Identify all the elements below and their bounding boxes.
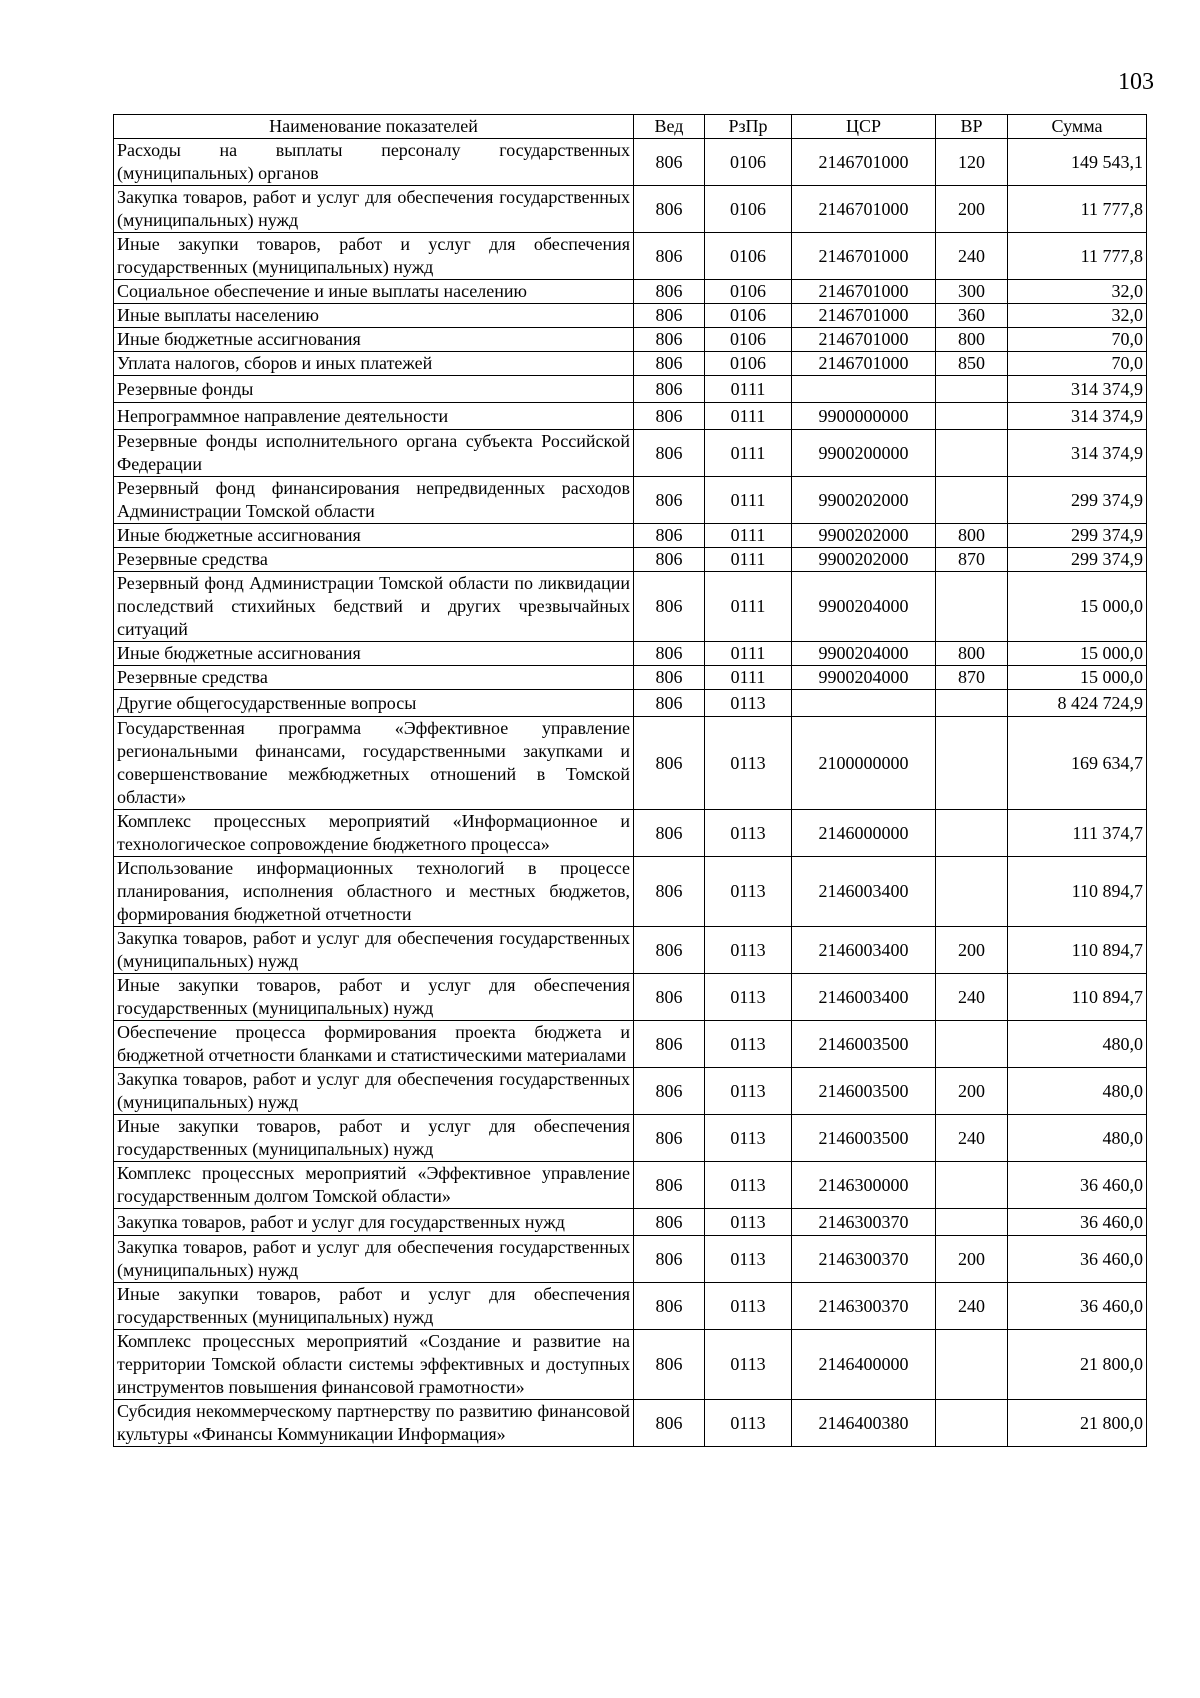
cell-rzpr: 0111	[705, 524, 792, 548]
cell-csr: 2146000000	[792, 810, 936, 857]
cell-sum: 21 800,0	[1008, 1330, 1147, 1400]
cell-ved: 806	[634, 572, 705, 642]
cell-vr: 200	[936, 1236, 1008, 1283]
cell-rzpr: 0113	[705, 1330, 792, 1400]
cell-vr: 240	[936, 1115, 1008, 1162]
cell-ved: 806	[634, 1283, 705, 1330]
cell-vr	[936, 690, 1008, 717]
cell-rzpr: 0113	[705, 1400, 792, 1447]
cell-name: Закупка товаров, работ и услуг для обеспечения государственных (муниципальных) нужд	[114, 186, 634, 233]
cell-vr	[936, 857, 1008, 927]
table-row	[114, 572, 1147, 642]
cell-csr: 2146300370	[792, 1209, 936, 1236]
cell-name: Использование информационных технологий в процессе планирования, исполнения областного и местных бюджетов, формирования бюджетной отчетности	[114, 857, 634, 927]
cell-vr: 850	[936, 352, 1008, 376]
table-row	[114, 233, 1147, 280]
table-row	[114, 642, 1147, 666]
cell-name: Иные выплаты населению	[114, 304, 634, 328]
cell-csr: 2146003400	[792, 857, 936, 927]
cell-rzpr: 0106	[705, 352, 792, 376]
cell-csr: 9900204000	[792, 642, 936, 666]
cell-rzpr: 0111	[705, 666, 792, 690]
cell-rzpr: 0106	[705, 139, 792, 186]
cell-csr: 2146701000	[792, 186, 936, 233]
cell-ved: 806	[634, 233, 705, 280]
table-row	[114, 430, 1147, 477]
table-row	[114, 280, 1147, 304]
cell-rzpr: 0106	[705, 328, 792, 352]
cell-name: Иные закупки товаров, работ и услуг для обеспечения государственных (муниципальных) нужд	[114, 233, 634, 280]
cell-ved: 806	[634, 717, 705, 810]
cell-vr	[936, 1209, 1008, 1236]
cell-name: Комплекс процессных мероприятий «Информационное и технологическое сопровождение бюджетного процесса»	[114, 810, 634, 857]
cell-csr: 9900200000	[792, 430, 936, 477]
cell-sum: 299 374,9	[1008, 477, 1147, 524]
cell-sum: 111 374,7	[1008, 810, 1147, 857]
table-row	[114, 403, 1147, 430]
cell-ved: 806	[634, 477, 705, 524]
cell-vr	[936, 477, 1008, 524]
cell-ved: 806	[634, 1400, 705, 1447]
cell-name: Иные бюджетные ассигнования	[114, 524, 634, 548]
cell-rzpr: 0113	[705, 717, 792, 810]
cell-csr: 2146300000	[792, 1162, 936, 1209]
cell-rzpr: 0111	[705, 572, 792, 642]
cell-ved: 806	[634, 548, 705, 572]
cell-sum: 36 460,0	[1008, 1162, 1147, 1209]
table-row	[114, 974, 1147, 1021]
cell-sum: 314 374,9	[1008, 376, 1147, 403]
cell-vr: 300	[936, 280, 1008, 304]
cell-csr: 9900202000	[792, 548, 936, 572]
table-row	[114, 376, 1147, 403]
table-header-row	[114, 115, 1147, 139]
table-row	[114, 328, 1147, 352]
cell-sum: 70,0	[1008, 352, 1147, 376]
cell-sum: 11 777,8	[1008, 186, 1147, 233]
cell-vr	[936, 403, 1008, 430]
cell-ved: 806	[634, 857, 705, 927]
cell-rzpr: 0111	[705, 376, 792, 403]
cell-rzpr: 0113	[705, 1283, 792, 1330]
cell-rzpr: 0113	[705, 974, 792, 1021]
table-row	[114, 810, 1147, 857]
cell-ved: 806	[634, 1236, 705, 1283]
cell-csr: 2146701000	[792, 280, 936, 304]
cell-name: Субсидия некоммерческому партнерству по развитию финансовой культуры «Финансы Коммуникации Информация»	[114, 1400, 634, 1447]
cell-sum: 299 374,9	[1008, 524, 1147, 548]
cell-name: Резервные фонды исполнительного органа субъекта Российской Федерации	[114, 430, 634, 477]
table-row	[114, 690, 1147, 717]
cell-rzpr: 0111	[705, 403, 792, 430]
cell-csr: 2146300370	[792, 1283, 936, 1330]
header-csr: ЦСР	[792, 115, 936, 139]
cell-sum: 110 894,7	[1008, 927, 1147, 974]
cell-ved: 806	[634, 666, 705, 690]
cell-name: Резервный фонд финансирования непредвиденных расходов Администрации Томской области	[114, 477, 634, 524]
cell-name: Обеспечение процесса формирования проекта бюджета и бюджетной отчетности бланками и статистическими материалами	[114, 1021, 634, 1068]
cell-vr	[936, 717, 1008, 810]
header-vr: ВР	[936, 115, 1008, 139]
cell-ved: 806	[634, 1209, 705, 1236]
table-row	[114, 717, 1147, 810]
table-row	[114, 186, 1147, 233]
header-sum: Сумма	[1008, 115, 1147, 139]
cell-name: Закупка товаров, работ и услуг для обеспечения государственных (муниципальных) нужд	[114, 1068, 634, 1115]
cell-vr: 200	[936, 927, 1008, 974]
cell-ved: 806	[634, 139, 705, 186]
cell-csr: 9900202000	[792, 477, 936, 524]
cell-rzpr: 0113	[705, 810, 792, 857]
cell-sum: 11 777,8	[1008, 233, 1147, 280]
cell-vr: 870	[936, 548, 1008, 572]
cell-csr: 2146701000	[792, 304, 936, 328]
header-rzpr: РзПр	[705, 115, 792, 139]
cell-name: Иные закупки товаров, работ и услуг для обеспечения государственных (муниципальных) нужд	[114, 974, 634, 1021]
cell-ved: 806	[634, 927, 705, 974]
cell-rzpr: 0111	[705, 477, 792, 524]
cell-rzpr: 0111	[705, 548, 792, 572]
cell-rzpr: 0113	[705, 1209, 792, 1236]
cell-csr: 9900202000	[792, 524, 936, 548]
cell-csr: 9900000000	[792, 403, 936, 430]
cell-sum: 70,0	[1008, 328, 1147, 352]
cell-sum: 314 374,9	[1008, 403, 1147, 430]
cell-rzpr: 0106	[705, 233, 792, 280]
budget-table	[113, 114, 1147, 1447]
cell-vr: 800	[936, 642, 1008, 666]
cell-csr: 2146400380	[792, 1400, 936, 1447]
cell-csr: 2146003400	[792, 927, 936, 974]
cell-csr: 2146003500	[792, 1021, 936, 1068]
cell-sum: 36 460,0	[1008, 1283, 1147, 1330]
cell-vr: 240	[936, 1283, 1008, 1330]
table-row	[114, 927, 1147, 974]
cell-name: Иные закупки товаров, работ и услуг для обеспечения государственных (муниципальных) нужд	[114, 1283, 634, 1330]
cell-name: Комплекс процессных мероприятий «Создание и развитие на территории Томской области системы эффективных и доступных инструментов повышения финансовой грамотности»	[114, 1330, 634, 1400]
cell-rzpr: 0113	[705, 1068, 792, 1115]
cell-csr: 2146701000	[792, 352, 936, 376]
cell-sum: 110 894,7	[1008, 857, 1147, 927]
table-row	[114, 352, 1147, 376]
cell-csr: 2146701000	[792, 233, 936, 280]
cell-ved: 806	[634, 328, 705, 352]
table-row	[114, 1162, 1147, 1209]
cell-name: Резервный фонд Администрации Томской области по ликвидации последствий стихийных бедствий и других чрезвычайных ситуаций	[114, 572, 634, 642]
cell-sum: 169 634,7	[1008, 717, 1147, 810]
cell-rzpr: 0111	[705, 430, 792, 477]
cell-sum: 314 374,9	[1008, 430, 1147, 477]
cell-vr: 200	[936, 186, 1008, 233]
cell-ved: 806	[634, 352, 705, 376]
table-row	[114, 1021, 1147, 1068]
cell-ved: 806	[634, 974, 705, 1021]
cell-ved: 806	[634, 1330, 705, 1400]
cell-csr: 2146701000	[792, 139, 936, 186]
table-row	[114, 1068, 1147, 1115]
table-row	[114, 304, 1147, 328]
cell-sum: 36 460,0	[1008, 1236, 1147, 1283]
header-ved: Вед	[634, 115, 705, 139]
cell-name: Резервные средства	[114, 548, 634, 572]
cell-vr: 240	[936, 233, 1008, 280]
cell-vr	[936, 810, 1008, 857]
cell-rzpr: 0113	[705, 1021, 792, 1068]
cell-csr	[792, 690, 936, 717]
table-row	[114, 857, 1147, 927]
cell-vr: 240	[936, 974, 1008, 1021]
cell-rzpr: 0113	[705, 690, 792, 717]
cell-ved: 806	[634, 186, 705, 233]
cell-ved: 806	[634, 403, 705, 430]
cell-name: Резервные фонды	[114, 376, 634, 403]
cell-sum: 480,0	[1008, 1068, 1147, 1115]
cell-rzpr: 0106	[705, 304, 792, 328]
cell-sum: 36 460,0	[1008, 1209, 1147, 1236]
cell-vr: 120	[936, 139, 1008, 186]
cell-vr: 800	[936, 328, 1008, 352]
cell-name: Иные бюджетные ассигнования	[114, 642, 634, 666]
cell-sum: 32,0	[1008, 304, 1147, 328]
cell-ved: 806	[634, 430, 705, 477]
cell-ved: 806	[634, 1115, 705, 1162]
cell-csr: 2146003400	[792, 974, 936, 1021]
cell-vr	[936, 1400, 1008, 1447]
cell-rzpr: 0113	[705, 857, 792, 927]
cell-vr	[936, 376, 1008, 403]
cell-sum: 15 000,0	[1008, 642, 1147, 666]
cell-vr: 200	[936, 1068, 1008, 1115]
table-row	[114, 1115, 1147, 1162]
cell-rzpr: 0113	[705, 927, 792, 974]
cell-sum: 8 424 724,9	[1008, 690, 1147, 717]
cell-sum: 110 894,7	[1008, 974, 1147, 1021]
cell-ved: 806	[634, 1162, 705, 1209]
cell-sum: 15 000,0	[1008, 666, 1147, 690]
cell-name: Закупка товаров, работ и услуг для обеспечения государственных (муниципальных) нужд	[114, 927, 634, 974]
cell-csr: 2146400000	[792, 1330, 936, 1400]
cell-vr: 800	[936, 524, 1008, 548]
table-row	[114, 1283, 1147, 1330]
cell-ved: 806	[634, 642, 705, 666]
table-row	[114, 548, 1147, 572]
cell-name: Резервные средства	[114, 666, 634, 690]
cell-csr: 2146300370	[792, 1236, 936, 1283]
cell-csr: 9900204000	[792, 666, 936, 690]
cell-name: Социальное обеспечение и иные выплаты населению	[114, 280, 634, 304]
cell-sum: 32,0	[1008, 280, 1147, 304]
cell-name: Иные бюджетные ассигнования	[114, 328, 634, 352]
table-row	[114, 139, 1147, 186]
cell-ved: 806	[634, 280, 705, 304]
cell-ved: 806	[634, 810, 705, 857]
cell-csr	[792, 376, 936, 403]
cell-vr: 360	[936, 304, 1008, 328]
page-number: 103	[1118, 69, 1154, 95]
cell-name: Уплата налогов, сборов и иных платежей	[114, 352, 634, 376]
cell-rzpr: 0113	[705, 1162, 792, 1209]
cell-ved: 806	[634, 376, 705, 403]
table-row	[114, 1209, 1147, 1236]
cell-csr: 2100000000	[792, 717, 936, 810]
cell-rzpr: 0113	[705, 1236, 792, 1283]
table-row	[114, 1400, 1147, 1447]
cell-vr	[936, 430, 1008, 477]
cell-name: Комплекс процессных мероприятий «Эффективное управление государственным долгом Томской области»	[114, 1162, 634, 1209]
cell-sum: 299 374,9	[1008, 548, 1147, 572]
cell-name: Иные закупки товаров, работ и услуг для обеспечения государственных (муниципальных) нужд	[114, 1115, 634, 1162]
cell-ved: 806	[634, 690, 705, 717]
cell-vr: 870	[936, 666, 1008, 690]
table-row	[114, 1236, 1147, 1283]
cell-csr: 2146701000	[792, 328, 936, 352]
header-name: Наименование показателей	[114, 115, 634, 139]
table-row	[114, 524, 1147, 548]
cell-vr	[936, 1330, 1008, 1400]
cell-csr: 9900204000	[792, 572, 936, 642]
cell-name: Закупка товаров, работ и услуг для обеспечения государственных (муниципальных) нужд	[114, 1236, 634, 1283]
cell-sum: 480,0	[1008, 1115, 1147, 1162]
cell-rzpr: 0111	[705, 642, 792, 666]
cell-name: Расходы на выплаты персоналу государственных (муниципальных) органов	[114, 139, 634, 186]
cell-name: Непрограммное направление деятельности	[114, 403, 634, 430]
cell-ved: 806	[634, 1021, 705, 1068]
cell-rzpr: 0106	[705, 280, 792, 304]
cell-ved: 806	[634, 304, 705, 328]
table-row	[114, 1330, 1147, 1400]
cell-sum: 149 543,1	[1008, 139, 1147, 186]
cell-name: Другие общегосударственные вопросы	[114, 690, 634, 717]
cell-vr	[936, 572, 1008, 642]
table-row	[114, 477, 1147, 524]
cell-rzpr: 0106	[705, 186, 792, 233]
cell-vr	[936, 1021, 1008, 1068]
table-row	[114, 666, 1147, 690]
cell-sum: 480,0	[1008, 1021, 1147, 1068]
cell-sum: 15 000,0	[1008, 572, 1147, 642]
cell-ved: 806	[634, 1068, 705, 1115]
cell-csr: 2146003500	[792, 1068, 936, 1115]
cell-rzpr: 0113	[705, 1115, 792, 1162]
cell-csr: 2146003500	[792, 1115, 936, 1162]
cell-name: Закупка товаров, работ и услуг для государственных нужд	[114, 1209, 634, 1236]
cell-ved: 806	[634, 524, 705, 548]
cell-name: Государственная программа «Эффективное управление региональными финансами, государственными закупками и совершенствование межбюджетных отношений в Томской области»	[114, 717, 634, 810]
cell-vr	[936, 1162, 1008, 1209]
cell-sum: 21 800,0	[1008, 1400, 1147, 1447]
